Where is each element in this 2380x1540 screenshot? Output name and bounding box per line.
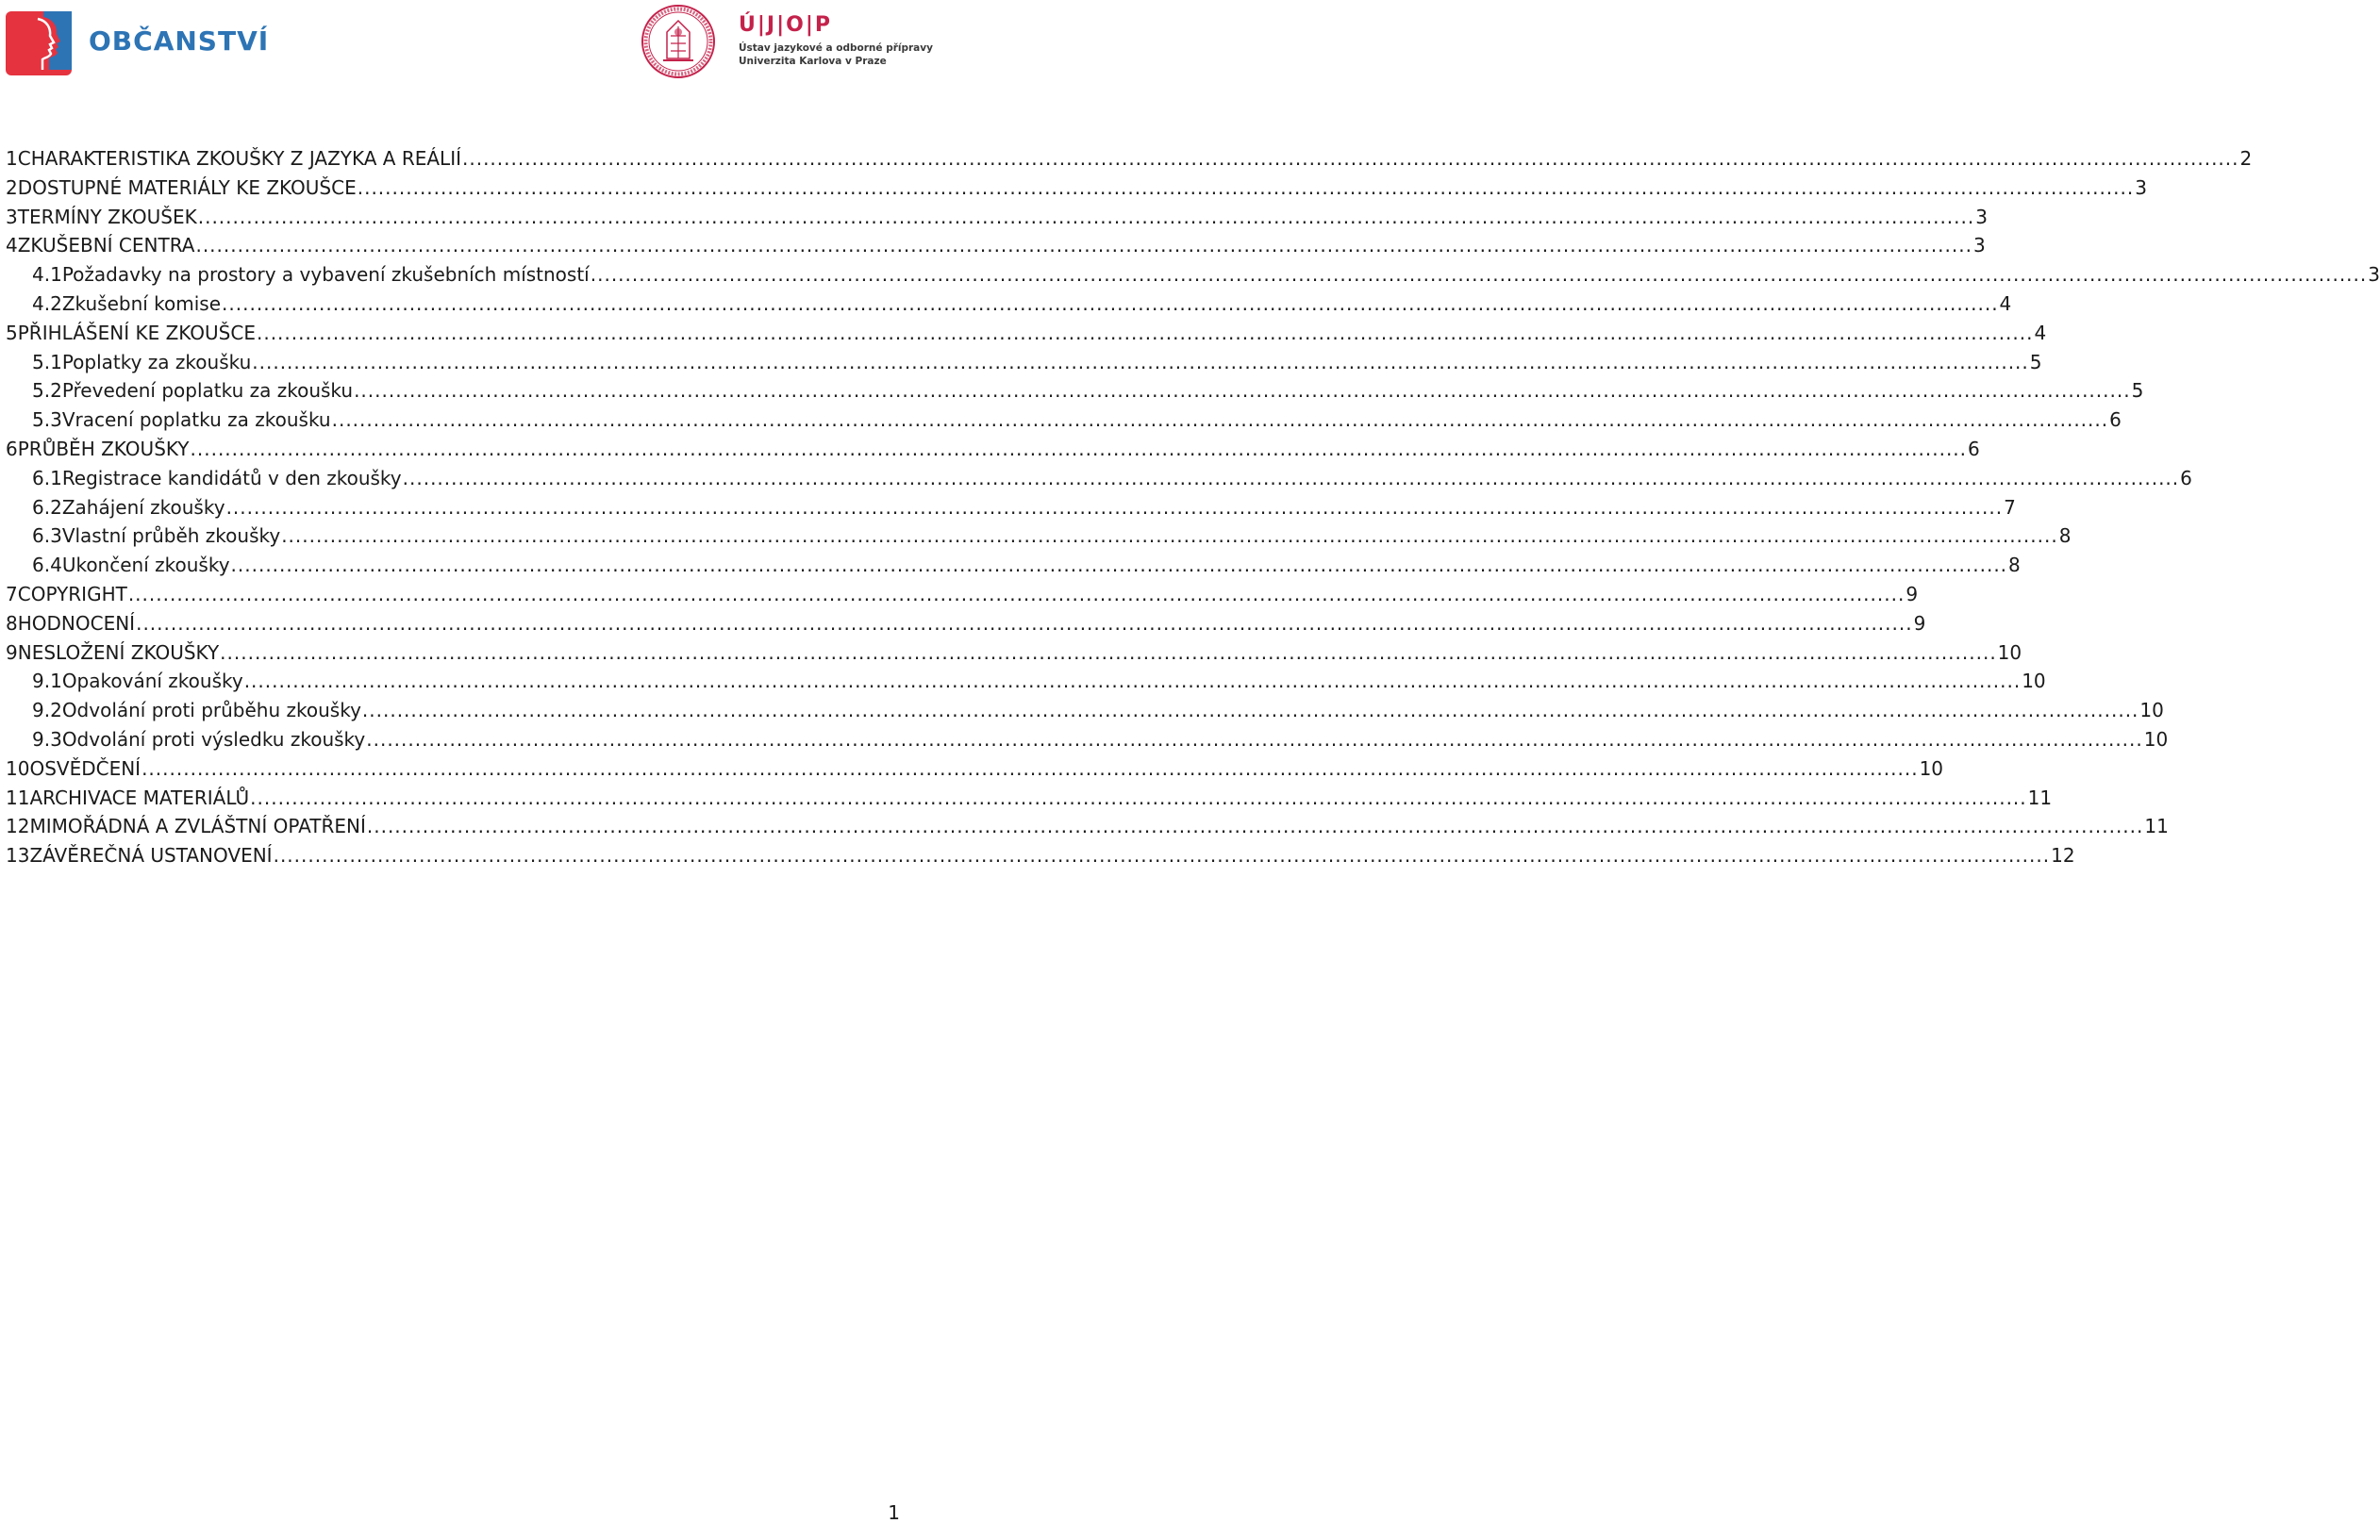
toc-dot-leader <box>366 725 2143 754</box>
toc-entry-title: Zahájení zkoušky <box>61 495 225 519</box>
toc-entry-title: Vlastní průběh zkoušky <box>61 524 281 548</box>
toc-entry[interactable] <box>0 784 2053 813</box>
toc-entry-page: 4 <box>2034 321 2047 344</box>
toc-entry[interactable] <box>0 522 2072 551</box>
toc-entry-title: PRŮBĚH ZKOUŠKY <box>17 437 190 460</box>
toc-dot-leader <box>250 784 2027 813</box>
toc-entry-number: 4.1 <box>32 263 62 287</box>
toc-entry-number: 11 <box>6 786 30 809</box>
toc-entry[interactable] <box>0 754 1944 784</box>
toc-dot-leader <box>274 841 2051 870</box>
toc-entry-title: Ukončení zkoušky <box>61 554 230 577</box>
toc-entry-number: 9.3 <box>32 727 62 751</box>
toc-dot-leader <box>226 493 2004 522</box>
toc-entry-number: 2 <box>6 175 18 199</box>
toc-entry-title: ZKUŠEBNÍ CENTRA <box>17 234 195 257</box>
toc-dot-leader <box>403 464 2180 493</box>
toc-dot-leader <box>244 667 2022 696</box>
toc-dot-leader <box>141 754 1919 784</box>
toc-entry-title: COPYRIGHT <box>17 582 127 605</box>
toc-entry-number: 5.2 <box>32 379 62 403</box>
toc-dot-leader <box>136 609 1913 638</box>
toc-entry-page: 10 <box>2139 699 2164 722</box>
toc-entry[interactable] <box>0 144 2253 174</box>
toc-dot-leader <box>191 435 1968 464</box>
toc-entry[interactable] <box>0 464 2192 493</box>
toc-entry-title: HODNOCENÍ <box>17 611 136 635</box>
toc-dot-leader <box>332 406 2109 435</box>
toc-entry-number: 9.1 <box>32 670 62 693</box>
brand-name: OBČANSTVÍ <box>89 25 270 57</box>
toc-entry-title: Registrace kandidátů v den zkoušky <box>61 466 402 489</box>
university-seal-icon <box>641 4 716 79</box>
toc-entry-title: MIMOŘÁDNÁ A ZVLÁŠTNÍ OPATŘENÍ <box>29 815 366 838</box>
toc-entry[interactable] <box>0 609 1926 638</box>
toc-entry[interactable] <box>0 696 2164 725</box>
toc-entry[interactable] <box>0 406 2122 435</box>
toc-entry[interactable] <box>0 435 1980 464</box>
toc-entry-page: 9 <box>1913 611 1926 635</box>
toc-dot-leader <box>222 290 1999 319</box>
toc-entry-number: 6.4 <box>32 554 62 577</box>
toc-entry-title: CHARAKTERISTIKA ZKOUŠKY Z JAZYKA A REÁLIÍ <box>17 147 461 170</box>
page-header <box>0 0 933 85</box>
toc-entry-page: 11 <box>2027 786 2053 809</box>
toc-entry-page: 4 <box>1999 291 2012 315</box>
toc-entry-number: 4 <box>6 234 18 257</box>
toc-dot-leader <box>257 319 2034 348</box>
toc-dot-leader <box>220 638 1997 668</box>
toc-entry-title: NESLOŽENÍ ZKOUŠKY <box>17 640 220 664</box>
toc-entry-page: 9 <box>1906 582 1919 605</box>
toc-entry-number: 9 <box>6 640 18 664</box>
toc-dot-leader <box>195 231 1972 260</box>
toc-entry-page: 10 <box>2143 727 2169 751</box>
toc-entry-number: 5 <box>6 321 18 344</box>
toc-entry[interactable] <box>0 319 2047 348</box>
toc-dot-leader <box>358 174 2135 203</box>
table-of-contents <box>0 144 2380 870</box>
toc-entry[interactable] <box>0 667 2046 696</box>
toc-entry-page: 8 <box>2008 554 2021 577</box>
toc-entry-page: 3 <box>1972 234 1986 257</box>
toc-entry-page: 12 <box>2051 844 2075 868</box>
toc-dot-leader <box>367 812 2144 841</box>
toc-entry-title: TERMÍNY ZKOUŠEK <box>17 205 197 228</box>
toc-entry-title: Odvolání proti výsledku zkoušky <box>61 727 366 751</box>
toc-entry-title: Převedení poplatku za zkoušku <box>61 379 354 403</box>
toc-entry-number: 6.2 <box>32 495 62 519</box>
toc-entry-title: Požadavky na prostory a vybavení zkušebních místností <box>61 263 590 287</box>
toc-entry[interactable] <box>0 551 2021 580</box>
toc-entry-title: OSVĚDČENÍ <box>29 756 141 780</box>
toc-entry-title: DOSTUPNÉ MATERIÁLY KE ZKOUŠCE <box>17 175 357 199</box>
toc-entry[interactable] <box>0 580 1919 609</box>
toc-entry-page: 2 <box>2239 147 2253 170</box>
toc-entry-number: 4.2 <box>32 291 62 315</box>
toc-entry-page: 3 <box>2368 263 2380 287</box>
face-profile-icon <box>6 11 72 75</box>
toc-entry-page: 6 <box>2109 408 2122 432</box>
toc-entry[interactable] <box>0 841 2075 870</box>
toc-dot-leader <box>128 580 1906 609</box>
toc-entry-number: 13 <box>6 844 30 868</box>
toc-entry-number: 10 <box>6 756 30 780</box>
institute-abbreviation: Ú|J|O|P <box>739 13 832 37</box>
toc-entry-number: 5.1 <box>32 350 62 373</box>
toc-entry-number: 3 <box>6 205 18 228</box>
toc-entry-title: ARCHIVACE MATERIÁLŮ <box>29 786 250 809</box>
toc-entry-page: 7 <box>2004 495 2016 519</box>
toc-entry-number: 1 <box>6 147 18 170</box>
toc-entry-number: 12 <box>6 815 30 838</box>
toc-entry-page: 10 <box>1997 640 2022 664</box>
toc-entry-title: Odvolání proti průběhu zkoušky <box>61 699 361 722</box>
toc-entry[interactable] <box>0 493 2016 522</box>
institute-name: Ústav jazykové a odborné přípravy <box>739 42 933 54</box>
toc-entry-page: 8 <box>2058 524 2072 548</box>
toc-entry[interactable] <box>0 348 2042 377</box>
toc-dot-leader <box>591 260 2368 290</box>
toc-entry[interactable] <box>0 260 2380 290</box>
toc-entry-title: Zkušební komise <box>61 291 222 315</box>
toc-entry[interactable] <box>0 174 2147 203</box>
toc-entry-number: 6 <box>6 437 18 460</box>
toc-dot-leader <box>362 696 2139 725</box>
obcanstvi-logo <box>6 11 270 77</box>
university-name: Univerzita Karlova v Praze <box>739 56 887 67</box>
toc-entry-title: ZÁVĚREČNÁ USTANOVENÍ <box>29 844 273 868</box>
toc-entry[interactable] <box>0 203 1988 232</box>
toc-entry-number: 7 <box>6 582 18 605</box>
toc-entry-page: 6 <box>1968 437 1980 460</box>
toc-entry[interactable] <box>0 376 2144 406</box>
toc-entry[interactable] <box>0 231 1986 260</box>
toc-entry-page: 5 <box>2029 350 2042 373</box>
toc-entry[interactable] <box>0 638 2022 668</box>
toc-entry-number: 9.2 <box>32 699 62 722</box>
toc-entry-page: 6 <box>2180 466 2192 489</box>
toc-dot-leader <box>462 144 2239 174</box>
toc-entry-title: Poplatky za zkoušku <box>61 350 252 373</box>
toc-entry-page: 5 <box>2131 379 2144 403</box>
toc-entry-page: 3 <box>1975 205 1988 228</box>
toc-entry-page: 10 <box>2022 670 2046 693</box>
toc-dot-leader <box>231 551 2008 580</box>
toc-entry-title: PŘIHLÁŠENÍ KE ZKOUŠCE <box>17 321 256 344</box>
toc-entry[interactable] <box>0 290 2012 319</box>
toc-entry-page: 11 <box>2144 815 2169 838</box>
ujop-logo <box>739 13 933 70</box>
toc-entry[interactable] <box>0 812 2169 841</box>
toc-dot-leader <box>252 348 2029 377</box>
toc-entry[interactable] <box>0 725 2169 754</box>
toc-dot-leader <box>198 203 1975 232</box>
toc-entry-page: 10 <box>1919 756 1944 780</box>
toc-entry-title: Vracení poplatku za zkoušku <box>61 408 331 432</box>
page-number: 1 <box>888 1501 900 1524</box>
toc-entry-title: Opakování zkoušky <box>61 670 243 693</box>
toc-entry-page: 3 <box>2135 175 2147 199</box>
toc-entry-number: 8 <box>6 611 18 635</box>
toc-dot-leader <box>281 522 2058 551</box>
toc-entry-number: 5.3 <box>32 408 62 432</box>
toc-dot-leader <box>354 376 2131 406</box>
toc-entry-number: 6.1 <box>32 466 62 489</box>
toc-entry-number: 6.3 <box>32 524 62 548</box>
